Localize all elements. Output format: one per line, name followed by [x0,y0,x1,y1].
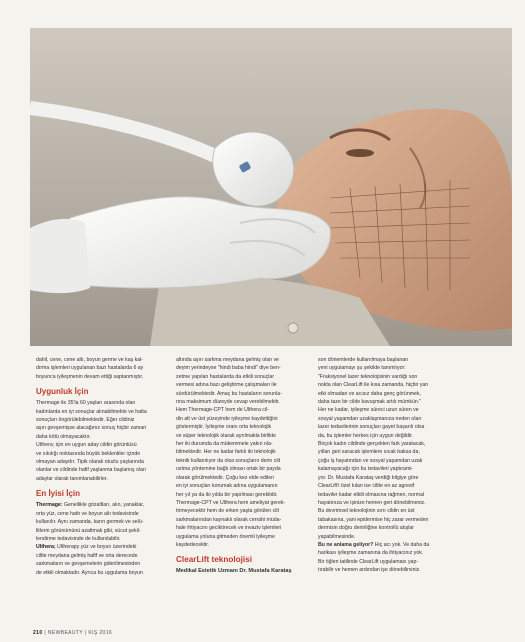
body-text: Ultherapy yüz ve boyun üzerindeki [55,544,137,551]
body-line: boyunca iyileşmenin devam ettiği saptanmıştır. [36,373,144,380]
body-line: tirmeyecektir hem de erken yaşta görülen cilt [176,508,279,515]
term-thermage: Thermage: [36,502,63,509]
body-line: uygulama yoluna gitmeden önemli iyileşme [176,533,275,540]
body-line: sarkmalarından kaynaklı olarak cerrahi müda- [176,516,282,523]
body-line: en iyi sonuçları korumak adına uygulamanın [176,483,278,490]
body-line: sarkmaların ve gevşemelerin giderilmesinden [36,561,141,568]
body-line: daha taze bir cilde kavuşmak artık mümkün." [318,399,422,406]
footer-separator: | [44,630,47,636]
section-heading-clearlift: ClearLift teknolojisi [176,555,252,565]
column-3-closing [318,549,470,574]
body-line [318,541,470,549]
body-line: yılları geri saracak işlemlere sıcak baksa da, [318,449,420,456]
body-line: aşırı gevşemişse alacağınız sonuç hiçbir zaman [36,425,147,432]
issue-label: KIŞ 2016 [88,630,113,636]
body-line: vermesi adına bazı geliştirme çalışmaları ile [176,382,277,389]
body-line: orta yüz, cene hattı ve boyun altı tedavisinde [36,510,139,517]
body-line: tırabilir ve hemen ardından işe dönebilirsiniz. [318,567,421,574]
body-line: rına maksimum düzeyde cevap verebilmektir. [176,399,280,406]
body-line: de etkili olmaktadır. Ayrıca bu uygulama boyun [36,569,143,576]
body-line: kullanılır. Aynı zamanda, karın germek ve selü- [36,519,144,526]
body-line: lazer tedavilerinin sonuçları gayet başarılı olsa [318,424,425,431]
column-2-body [176,356,316,549]
body-line: Her ne kadar, iyileşme süreci uzun süren ve [318,407,419,414]
body-line: olmayan adaydır. Tipik olarak otuzlu yaşlarında [36,459,144,466]
body-line: kaydedecektir. [176,541,210,548]
body-line: ClearLift'i özel kılan ise ciltte en az agresif [318,483,415,490]
body-line: adaylar olarak tanımlanabilirler. [36,475,108,482]
body-line: hale ihtiyacını geciktirecek ve invaziv işlemleri [176,525,282,532]
body-line: tabakasına, yani epidermise hiç zarar vermeden [318,516,429,523]
body-text: Hiç acı yok. Ve daha da [373,541,430,548]
body-line: harikası iyileşme zamanına da ihtiyacınız yok. [318,550,424,557]
term-ulthera: Ulthera; [36,544,56,551]
section-heading-en-iyisi: En İyisi İçin [36,489,81,499]
body-line: Birçok kadın cildinde gerçekten fark yaratacak, [318,441,426,448]
page-number: 210 [33,630,43,636]
body-line: yeni uygulamayı şu şekilde tanımlıyor: [318,365,406,372]
author-byline: Medikal Estetik Uzmanı Dr. Mustafa Karataş [176,568,292,575]
body-line: sonuçları öngörülebilmektedir. Eğer cildiniz [36,417,135,424]
body-line: tedaviler kadar etkili olmasına rağmen, normal [318,491,425,498]
body-line: göstermiştir. İyileşme oranı orta teknolojik [176,424,272,431]
body-line: olanlar ve cildinde hafif yaşlanma başlamış olan [36,467,146,474]
column-1 [36,356,176,577]
body-line: Hem Thermage-CPT hem de Ulthera cil- [176,407,269,414]
body-line: Thermage ile 35'la 60 yaşları arasında olan [36,400,136,407]
column-3-body [318,356,470,541]
body-line: lendirme tedavisinde de kullanılabilir. [36,535,121,542]
body-line: yor. Dr. Mustafa Karataş verdiği bilgiye göre [318,474,419,481]
body-line: her yıl ya da iki yılda bir yapılması gereklidir. [176,491,278,498]
body-line [36,543,176,551]
treatment-photo [30,28,512,346]
body-line: daha kötü olmayacaktır. [36,433,91,440]
body-line: Thermage-CPT ve Ulthera hem ameliyat gerek- [176,499,286,506]
body-line: litlerin görünümünü azaltmak gibi, vücut şekil- [36,527,141,534]
body-line: teknik kullanılıyor da olsa sonuçların derin cilt [176,457,281,464]
body-line: ve süper teknolojik olarak ayrılmakla birlikte [176,432,277,439]
body-line: Bir öğlen tatilinde ClearLift uygulaması yap- [318,558,419,565]
treatment-illustration [30,28,512,346]
body-line: dırma işlemleri uygulanan bazı hastalarda 6 ay [36,365,144,372]
section-heading-uygunluk: Uygunluk İçin [36,387,89,397]
body-line: yapabilmesinde. [318,533,356,540]
body-line: dahil, cene, cene altı, boyun germe ve kaş kal- [36,357,143,363]
body-line: kadınlarda en iyi sonuçlar alınabilmekte ve hatta [36,408,147,415]
body-line: ciltte meydana gelmiş hafif ve orta derecede [36,552,138,559]
body-line: deyim yerindeyse "hindi baba hindi" diye ben- [176,365,281,372]
body-line: kalamayacağı için bu tedavileri yaptırami- [318,466,414,473]
body-line: ve sıkılığı noktasında büyük beklentiler içinde [36,450,141,457]
body-line: nokta olan ClearLift ile kısa zamanda, hiçbir yan [318,382,429,389]
body-line: "Fraksiyonel lazer teknolojisinin vardığı son [318,373,418,380]
body-line: sosyal yaşamdan uzaklaşmanıza neden olan [318,415,422,422]
body-line: hayatınıza ve işinize hemen geri dönebilmeniz. [318,499,426,506]
body-line: ısıtma yöntemine bağlı olması ortak bir payda [176,466,281,473]
body-line: son dönemlerde kullanılmaya başlanan [318,357,408,363]
question-label: Bu ne anlama geliyor? [318,541,374,548]
footer-separator: | [84,630,87,636]
magazine-name: NEWBEAUTY [47,630,84,636]
body-line [36,501,176,509]
body-line: çoğu iş hayatından ve sosyal yaşamdan uzak [318,457,423,464]
column-3 [318,356,470,575]
body-line: Bu devrimsel teknolojinin sırrı cildin en üst [318,508,415,515]
body-line: altında aşırı sarkma meydana gelmiş olan ve [176,357,279,363]
body-line: etki olmadan ve acısız daha genç görünmek, [318,390,421,397]
column-2 [176,356,316,576]
page-footer [33,630,112,636]
body-line: din alt ve üst yüzeyinde iyileşme kaydettiğini [176,415,278,422]
body-line: bilmektedir. Her ne kadar farklı iki teknolojik [176,449,276,456]
body-line: Ulthera; için en uygun aday cildin görüntüsü [36,442,137,449]
body-line: zetme yapılan hastalarda da etkili sonuçlar [176,373,275,380]
body-line: da, bu işlemler herkes için uygun değildir. [318,432,413,439]
body-line: dermisin doğru derinliğine kontrollü atışlar [318,525,415,532]
body-line: sürdürülmektedir. Amaç bu hastaların sorunla- [176,390,282,397]
body-line: olarak görülmektedir. Çoğu kez elde edilen [176,474,275,481]
body-text: Genellikle gözaltları, alın, yanaklar, [62,502,145,509]
body-line: her iki durumda da mükemmele yakın ola- [176,441,273,448]
